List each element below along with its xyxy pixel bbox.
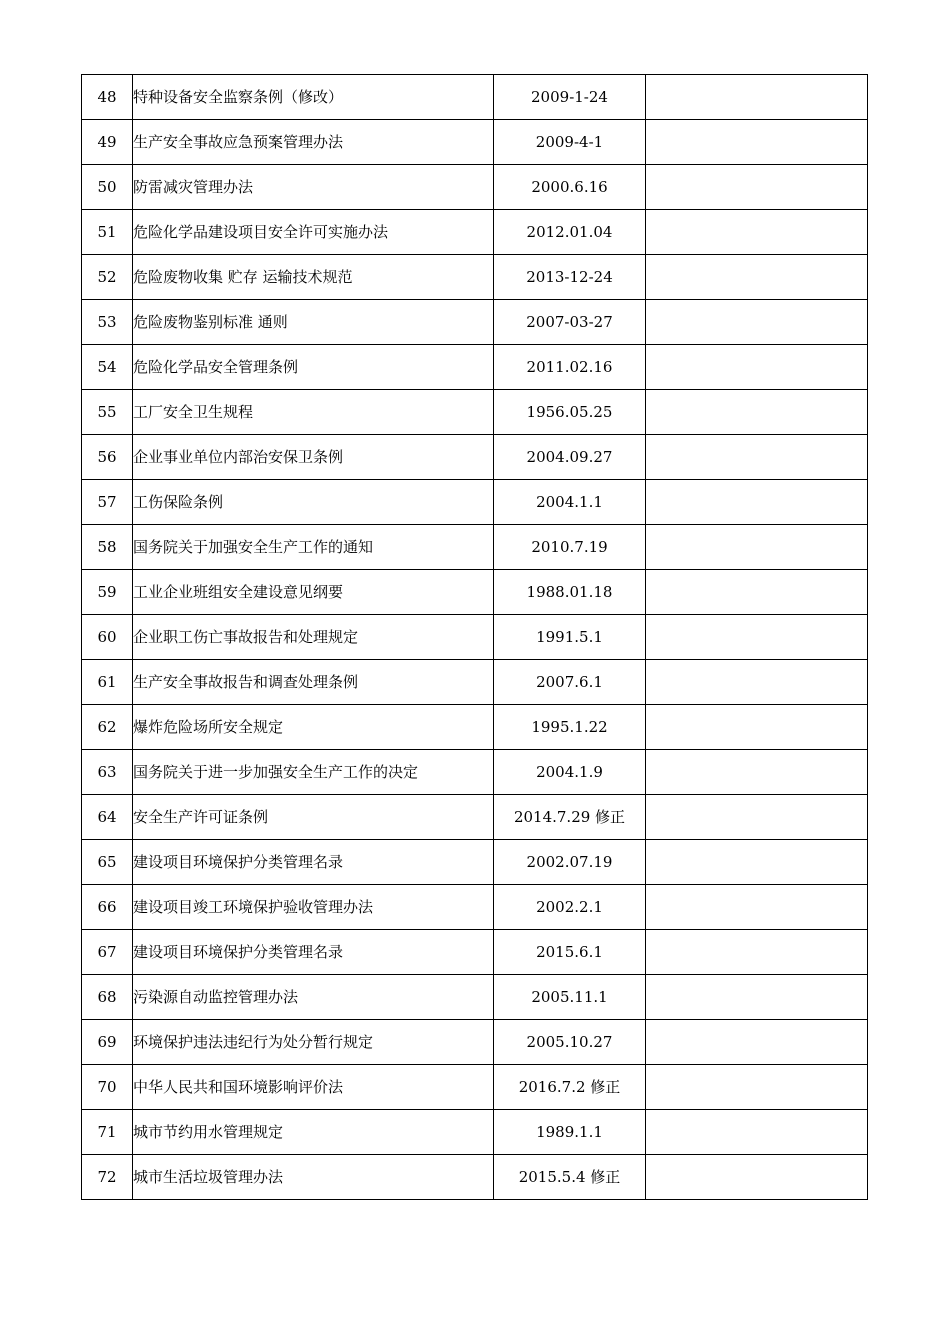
row-number-cell: 48 xyxy=(82,75,133,120)
effective-date-cell: 2000.6.16 xyxy=(494,165,646,210)
remarks-cell xyxy=(646,795,868,840)
table-row xyxy=(82,750,868,795)
effective-date-cell: 2007.6.1 xyxy=(494,660,646,705)
row-number-cell: 68 xyxy=(82,975,133,1020)
regulation-name-cell: 城市节约用水管理规定 xyxy=(133,1110,494,1155)
row-number-cell: 70 xyxy=(82,1065,133,1110)
remarks-cell xyxy=(646,210,868,255)
table-row xyxy=(82,75,868,120)
table-row xyxy=(82,840,868,885)
table-row xyxy=(82,165,868,210)
regulation-name-cell: 城市生活垃圾管理办法 xyxy=(133,1155,494,1200)
row-number-cell: 64 xyxy=(82,795,133,840)
remarks-cell xyxy=(646,840,868,885)
table-row xyxy=(82,345,868,390)
remarks-cell xyxy=(646,750,868,795)
remarks-cell xyxy=(646,705,868,750)
regulation-name-cell: 中华人民共和国环境影响评价法 xyxy=(133,1065,494,1110)
table-row xyxy=(82,1020,868,1065)
effective-date-cell: 2004.09.27 xyxy=(494,435,646,480)
effective-date-cell: 2013-12-24 xyxy=(494,255,646,300)
remarks-cell xyxy=(646,120,868,165)
effective-date-cell: 2004.1.1 xyxy=(494,480,646,525)
effective-date-cell: 2014.7.29 修正 xyxy=(494,795,646,840)
effective-date-cell: 2002.2.1 xyxy=(494,885,646,930)
row-number-cell: 66 xyxy=(82,885,133,930)
remarks-cell xyxy=(646,975,868,1020)
regulations-table-body xyxy=(82,75,868,1200)
effective-date-cell: 1991.5.1 xyxy=(494,615,646,660)
regulation-name-cell: 防雷减灾管理办法 xyxy=(133,165,494,210)
regulation-name-cell: 生产安全事故应急预案管理办法 xyxy=(133,120,494,165)
effective-date-cell: 2016.7.2 修正 xyxy=(494,1065,646,1110)
row-number-cell: 55 xyxy=(82,390,133,435)
regulation-name-cell: 企业事业单位内部治安保卫条例 xyxy=(133,435,494,480)
row-number-cell: 52 xyxy=(82,255,133,300)
table-row xyxy=(82,615,868,660)
regulation-name-cell: 危险废物鉴别标准 通则 xyxy=(133,300,494,345)
regulation-name-cell: 危险化学品建设项目安全许可实施办法 xyxy=(133,210,494,255)
row-number-cell: 54 xyxy=(82,345,133,390)
table-row xyxy=(82,1065,868,1110)
remarks-cell xyxy=(646,255,868,300)
row-number-cell: 72 xyxy=(82,1155,133,1200)
regulation-name-cell: 工业企业班组安全建设意见纲要 xyxy=(133,570,494,615)
effective-date-cell: 2012.01.04 xyxy=(494,210,646,255)
table-row xyxy=(82,255,868,300)
effective-date-cell: 2011.02.16 xyxy=(494,345,646,390)
regulation-name-cell: 生产安全事故报告和调查处理条例 xyxy=(133,660,494,705)
row-number-cell: 56 xyxy=(82,435,133,480)
regulation-name-cell: 危险废物收集 贮存 运输技术规范 xyxy=(133,255,494,300)
regulation-name-cell: 国务院关于进一步加强安全生产工作的决定 xyxy=(133,750,494,795)
remarks-cell xyxy=(646,435,868,480)
remarks-cell xyxy=(646,930,868,975)
table-row xyxy=(82,705,868,750)
row-number-cell: 62 xyxy=(82,705,133,750)
effective-date-cell: 1989.1.1 xyxy=(494,1110,646,1155)
regulation-name-cell: 特种设备安全监察条例（修改） xyxy=(133,75,494,120)
remarks-cell xyxy=(646,525,868,570)
table-row xyxy=(82,570,868,615)
regulation-name-cell: 污染源自动监控管理办法 xyxy=(133,975,494,1020)
effective-date-cell: 2015.5.4 修正 xyxy=(494,1155,646,1200)
table-row xyxy=(82,1155,868,1200)
table-row xyxy=(82,660,868,705)
effective-date-cell: 1956.05.25 xyxy=(494,390,646,435)
row-number-cell: 69 xyxy=(82,1020,133,1065)
remarks-cell xyxy=(646,390,868,435)
effective-date-cell: 1988.01.18 xyxy=(494,570,646,615)
remarks-cell xyxy=(646,480,868,525)
effective-date-cell: 2007-03-27 xyxy=(494,300,646,345)
effective-date-cell: 1995.1.22 xyxy=(494,705,646,750)
table-row xyxy=(82,975,868,1020)
remarks-cell xyxy=(646,615,868,660)
regulation-name-cell: 建设项目环境保护分类管理名录 xyxy=(133,840,494,885)
remarks-cell xyxy=(646,165,868,210)
effective-date-cell: 2009-4-1 xyxy=(494,120,646,165)
remarks-cell xyxy=(646,345,868,390)
regulation-name-cell: 爆炸危险场所安全规定 xyxy=(133,705,494,750)
regulation-name-cell: 建设项目环境保护分类管理名录 xyxy=(133,930,494,975)
effective-date-cell: 2002.07.19 xyxy=(494,840,646,885)
regulation-name-cell: 安全生产许可证条例 xyxy=(133,795,494,840)
table-row xyxy=(82,480,868,525)
effective-date-cell: 2015.6.1 xyxy=(494,930,646,975)
effective-date-cell: 2005.11.1 xyxy=(494,975,646,1020)
remarks-cell xyxy=(646,885,868,930)
regulation-name-cell: 环境保护违法违纪行为处分暂行规定 xyxy=(133,1020,494,1065)
row-number-cell: 49 xyxy=(82,120,133,165)
remarks-cell xyxy=(646,1110,868,1155)
row-number-cell: 53 xyxy=(82,300,133,345)
row-number-cell: 71 xyxy=(82,1110,133,1155)
row-number-cell: 60 xyxy=(82,615,133,660)
remarks-cell xyxy=(646,660,868,705)
row-number-cell: 50 xyxy=(82,165,133,210)
row-number-cell: 65 xyxy=(82,840,133,885)
effective-date-cell: 2009-1-24 xyxy=(494,75,646,120)
table-row xyxy=(82,525,868,570)
regulation-name-cell: 国务院关于加强安全生产工作的通知 xyxy=(133,525,494,570)
regulation-name-cell: 工厂安全卫生规程 xyxy=(133,390,494,435)
effective-date-cell: 2005.10.27 xyxy=(494,1020,646,1065)
table-row xyxy=(82,1110,868,1155)
table-row xyxy=(82,795,868,840)
remarks-cell xyxy=(646,1155,868,1200)
regulation-name-cell: 企业职工伤亡事故报告和处理规定 xyxy=(133,615,494,660)
row-number-cell: 61 xyxy=(82,660,133,705)
regulations-table xyxy=(81,74,868,1200)
table-row xyxy=(82,120,868,165)
table-row xyxy=(82,885,868,930)
remarks-cell xyxy=(646,570,868,615)
row-number-cell: 67 xyxy=(82,930,133,975)
table-row xyxy=(82,210,868,255)
remarks-cell xyxy=(646,1020,868,1065)
remarks-cell xyxy=(646,1065,868,1110)
table-row xyxy=(82,930,868,975)
row-number-cell: 63 xyxy=(82,750,133,795)
row-number-cell: 59 xyxy=(82,570,133,615)
remarks-cell xyxy=(646,300,868,345)
row-number-cell: 57 xyxy=(82,480,133,525)
regulation-name-cell: 工伤保险条例 xyxy=(133,480,494,525)
row-number-cell: 58 xyxy=(82,525,133,570)
row-number-cell: 51 xyxy=(82,210,133,255)
regulation-name-cell: 建设项目竣工环境保护验收管理办法 xyxy=(133,885,494,930)
effective-date-cell: 2010.7.19 xyxy=(494,525,646,570)
table-row xyxy=(82,300,868,345)
table-row xyxy=(82,390,868,435)
regulation-name-cell: 危险化学品安全管理条例 xyxy=(133,345,494,390)
table-row xyxy=(82,435,868,480)
effective-date-cell: 2004.1.9 xyxy=(494,750,646,795)
remarks-cell xyxy=(646,75,868,120)
